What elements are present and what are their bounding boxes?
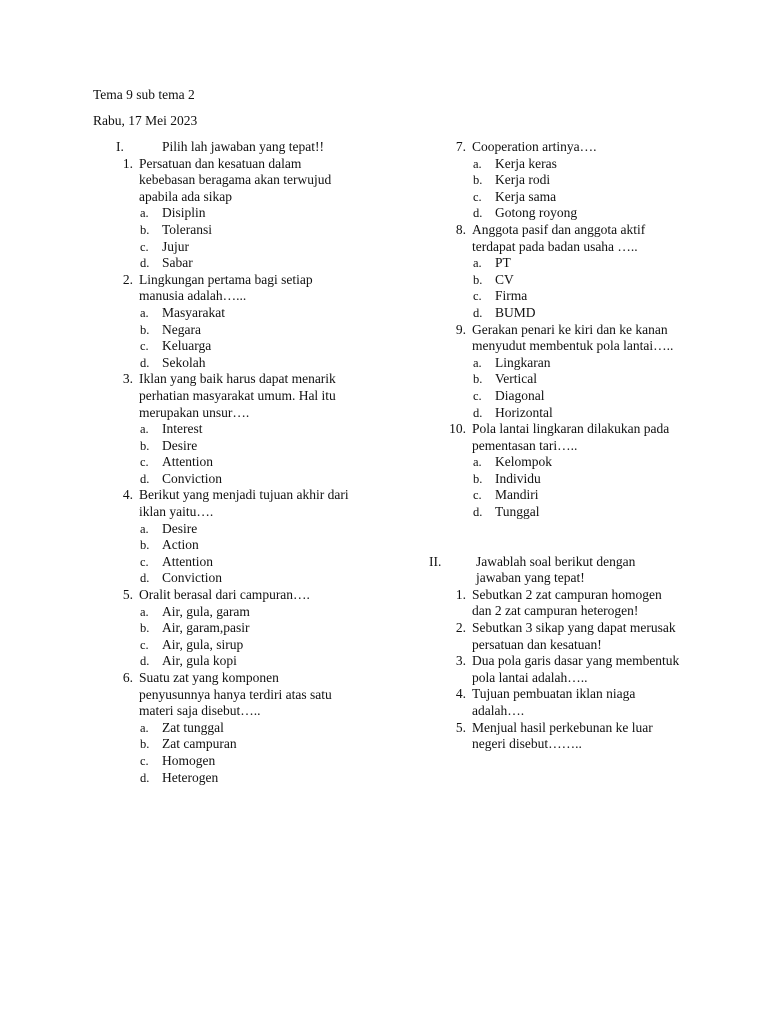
option-text: Kelompok xyxy=(495,454,552,470)
option-text: Mandiri xyxy=(495,487,539,503)
question-row xyxy=(426,322,726,339)
essay-row xyxy=(426,653,726,670)
option-text: CV xyxy=(495,271,514,287)
left-column xyxy=(93,139,393,786)
option-text: Air, gula kopi xyxy=(162,653,237,669)
worksheet-theme: Tema 9 sub tema 2 xyxy=(93,87,195,102)
essay-row xyxy=(426,703,726,720)
question-text: Iklan yang baik harus dapat menarik xyxy=(139,371,336,387)
question-row xyxy=(93,172,393,189)
option-text: PT xyxy=(495,255,511,271)
section-number: II. xyxy=(429,553,442,569)
question-text: Pola lantai lingkaran dilakukan pada xyxy=(472,421,670,437)
option-row xyxy=(93,305,393,322)
question-text: Oralit berasal dari campuran…. xyxy=(139,587,310,603)
question-text: Anggota pasif dan anggota aktif xyxy=(472,221,646,237)
option-text: Heterogen xyxy=(162,769,219,785)
option-letter: b. xyxy=(473,372,483,387)
question-number: 4. xyxy=(122,487,133,503)
essay-list xyxy=(426,587,726,753)
question-row xyxy=(93,272,393,289)
option-row xyxy=(93,554,393,571)
option-text: Toleransi xyxy=(162,221,213,237)
essay-row xyxy=(426,587,726,604)
question-row xyxy=(426,139,726,156)
option-letter: a. xyxy=(140,206,149,221)
option-text: BUMD xyxy=(495,304,536,320)
option-row xyxy=(426,504,726,521)
option-letter: c. xyxy=(140,554,149,569)
option-row xyxy=(93,421,393,438)
option-row xyxy=(426,205,726,222)
option-row xyxy=(93,454,393,471)
question-text: pementasan tari….. xyxy=(472,437,578,453)
option-letter: d. xyxy=(140,256,150,271)
option-letter: a. xyxy=(140,305,149,320)
option-letter: d. xyxy=(140,770,150,785)
option-text: Homogen xyxy=(162,752,216,768)
question-number: 7. xyxy=(455,139,466,154)
option-row xyxy=(426,371,726,388)
option-letter: b. xyxy=(140,438,150,453)
question-row xyxy=(93,189,393,206)
question-number: 10. xyxy=(449,421,466,437)
question-text: perhatian masyarakat umum. Hal itu xyxy=(139,387,336,403)
option-row xyxy=(426,487,726,504)
essay-number: 4. xyxy=(455,686,466,702)
question-row xyxy=(426,438,726,455)
option-row xyxy=(93,355,393,372)
question-number: 9. xyxy=(455,321,466,337)
option-row xyxy=(93,205,393,222)
option-letter: d. xyxy=(140,654,150,669)
option-row xyxy=(426,305,726,322)
option-letter: b. xyxy=(473,471,483,486)
question-row xyxy=(93,405,393,422)
question-text: iklan yaitu…. xyxy=(139,504,214,520)
option-row xyxy=(426,172,726,189)
option-letter: a. xyxy=(140,720,149,735)
question-text: apabila ada sikap xyxy=(139,188,232,204)
option-text: Horizontal xyxy=(495,404,553,420)
option-text: Zat campuran xyxy=(162,736,237,752)
option-row xyxy=(426,272,726,289)
option-row xyxy=(426,471,726,488)
option-letter: c. xyxy=(140,753,149,768)
essay-text: Menjual hasil perkebunan ke luar xyxy=(472,719,653,735)
section-number: I. xyxy=(116,139,124,154)
option-row xyxy=(93,471,393,488)
essay-text: pola lantai adalah….. xyxy=(472,669,588,685)
essay-text: Sebutkan 3 sikap yang dapat merusak xyxy=(472,620,676,636)
essay-number: 1. xyxy=(455,586,466,602)
option-letter: a. xyxy=(473,156,482,171)
option-text: Kerja keras xyxy=(495,155,557,171)
option-row xyxy=(93,570,393,587)
question-text: materi saja disebut….. xyxy=(139,703,261,719)
essay-text: persatuan dan kesatuan! xyxy=(472,636,602,652)
essay-number: 3. xyxy=(455,653,466,669)
option-text: Jujur xyxy=(162,238,189,254)
question-text: menyudut membentuk pola lantai….. xyxy=(472,338,674,354)
option-text: Vertical xyxy=(495,371,537,387)
question-number: 1. xyxy=(122,155,133,171)
essay-text: Dua pola garis dasar yang membentuk xyxy=(472,653,680,669)
option-row xyxy=(93,753,393,770)
option-text: Attention xyxy=(162,553,213,569)
question-number: 8. xyxy=(455,221,466,237)
question-row xyxy=(426,338,726,355)
option-text: Negara xyxy=(162,321,201,337)
option-text: Interest xyxy=(162,421,203,437)
option-letter: a. xyxy=(140,604,149,619)
option-letter: b. xyxy=(140,737,150,752)
question-text: Gerakan penari ke kiri dan ke kanan xyxy=(472,321,668,337)
question-number: 2. xyxy=(122,271,133,287)
option-letter: c. xyxy=(473,488,482,503)
option-text: Diagonal xyxy=(495,387,545,403)
option-row xyxy=(93,438,393,455)
essay-text: Tujuan pembuatan iklan niaga xyxy=(472,686,636,702)
option-letter: c. xyxy=(140,239,149,254)
option-letter: b. xyxy=(140,538,150,553)
option-text: Disiplin xyxy=(162,205,206,221)
option-letter: a. xyxy=(140,521,149,536)
option-letter: c. xyxy=(473,189,482,204)
question-text: merupakan unsur…. xyxy=(139,404,250,420)
section-title-line: Jawablah soal berikut dengan xyxy=(476,553,636,569)
option-row xyxy=(93,255,393,272)
option-row xyxy=(93,338,393,355)
option-row xyxy=(93,239,393,256)
option-text: Tunggal xyxy=(495,504,540,520)
question-number: 5. xyxy=(122,587,133,603)
option-row xyxy=(93,620,393,637)
essay-row xyxy=(426,637,726,654)
option-letter: b. xyxy=(473,173,483,188)
option-letter: d. xyxy=(473,405,483,420)
question-text: manusia adalah…... xyxy=(139,288,247,304)
question-row xyxy=(93,371,393,388)
essay-text: dan 2 zat campuran heterogen! xyxy=(472,603,639,619)
question-row xyxy=(93,388,393,405)
option-row xyxy=(426,405,726,422)
question-text: Suatu zat yang komponen xyxy=(139,670,279,685)
option-text: Kerja sama xyxy=(495,188,557,204)
option-row xyxy=(426,189,726,206)
option-text: Desire xyxy=(162,437,198,453)
option-text: Keluarga xyxy=(162,338,212,354)
option-letter: c. xyxy=(140,455,149,470)
question-row xyxy=(426,222,726,239)
question-row xyxy=(93,587,393,604)
question-text: Cooperation artinya…. xyxy=(472,139,597,154)
option-letter: a. xyxy=(473,355,482,370)
question-text: penyusunnya hanya terdiri atas satu xyxy=(139,686,332,702)
question-number: 6. xyxy=(122,670,133,685)
option-letter: b. xyxy=(140,222,150,237)
option-row xyxy=(426,255,726,272)
option-letter: a. xyxy=(473,256,482,271)
option-row xyxy=(93,222,393,239)
section-heading xyxy=(93,139,393,156)
option-letter: d. xyxy=(140,571,150,586)
question-row xyxy=(426,239,726,256)
essay-row xyxy=(426,720,726,737)
question-row xyxy=(93,670,393,687)
option-row xyxy=(93,521,393,538)
option-row xyxy=(93,770,393,787)
question-list-right xyxy=(426,139,726,521)
question-text: Persatuan dan kesatuan dalam xyxy=(139,155,302,171)
worksheet-date: Rabu, 17 Mei 2023 xyxy=(93,113,198,128)
question-text: kebebasan beragama akan terwujud xyxy=(139,172,332,188)
right-column xyxy=(426,139,726,753)
essay-text: Sebutkan 2 zat campuran homogen xyxy=(472,586,662,602)
option-letter: d. xyxy=(140,355,150,370)
question-text: Lingkungan pertama bagi setiap xyxy=(139,271,313,287)
option-text: Kerja rodi xyxy=(495,172,551,188)
option-row xyxy=(426,355,726,372)
option-letter: b. xyxy=(140,322,150,337)
option-letter: a. xyxy=(473,455,482,470)
spacer xyxy=(426,521,726,554)
section-heading-2-cont xyxy=(426,570,726,587)
option-row xyxy=(426,388,726,405)
option-text: Air, gula, garam xyxy=(162,603,250,619)
option-text: Firma xyxy=(495,288,528,304)
essay-number: 2. xyxy=(455,620,466,636)
option-text: Sabar xyxy=(162,255,193,271)
option-letter: d. xyxy=(473,505,483,520)
option-row xyxy=(93,604,393,621)
essay-text: negeri disebut…….. xyxy=(472,736,582,752)
option-letter: d. xyxy=(140,471,150,486)
essay-row xyxy=(426,736,726,753)
question-row xyxy=(93,687,393,704)
option-text: Gotong royong xyxy=(495,205,578,221)
option-text: Masyarakat xyxy=(162,304,225,320)
question-row xyxy=(93,504,393,521)
option-row xyxy=(93,720,393,737)
option-text: Air, gula, sirup xyxy=(162,636,244,652)
question-list-left xyxy=(93,156,393,787)
option-row xyxy=(426,454,726,471)
question-number: 3. xyxy=(122,371,133,387)
essay-row xyxy=(426,620,726,637)
option-text: Zat tunggal xyxy=(162,719,224,735)
essay-row xyxy=(426,686,726,703)
question-row xyxy=(93,487,393,504)
option-letter: b. xyxy=(140,621,150,636)
essay-number: 5. xyxy=(455,719,466,735)
option-text: Sekolah xyxy=(162,354,206,370)
essay-row xyxy=(426,603,726,620)
option-row xyxy=(93,653,393,670)
option-text: Air, garam,pasir xyxy=(162,620,250,636)
option-row xyxy=(426,156,726,173)
option-letter: c. xyxy=(140,637,149,652)
option-text: Action xyxy=(162,537,199,553)
option-row xyxy=(93,736,393,753)
section-title-line: jawaban yang tepat! xyxy=(476,570,585,586)
question-row xyxy=(426,421,726,438)
option-letter: d. xyxy=(473,305,483,320)
question-row xyxy=(93,288,393,305)
option-text: Conviction xyxy=(162,570,222,586)
option-text: Individu xyxy=(495,470,541,486)
option-letter: c. xyxy=(473,289,482,304)
question-row xyxy=(93,703,393,720)
option-text: Attention xyxy=(162,454,213,470)
essay-text: adalah…. xyxy=(472,703,525,718)
option-row xyxy=(93,322,393,339)
option-letter: c. xyxy=(140,339,149,354)
essay-row xyxy=(426,670,726,687)
option-text: Conviction xyxy=(162,470,222,486)
section-title: Pilih lah jawaban yang tepat!! xyxy=(162,139,324,154)
question-text: Berikut yang menjadi tujuan akhir dari xyxy=(139,487,349,503)
option-letter: d. xyxy=(473,206,483,221)
section-heading-2 xyxy=(426,554,726,571)
option-letter: c. xyxy=(473,388,482,403)
question-text: terdapat pada badan usaha ….. xyxy=(472,238,638,254)
option-row xyxy=(93,537,393,554)
option-row xyxy=(93,637,393,654)
option-letter: a. xyxy=(140,422,149,437)
option-text: Lingkaran xyxy=(495,354,551,370)
option-row xyxy=(426,288,726,305)
option-text: Desire xyxy=(162,520,198,536)
question-row xyxy=(93,156,393,173)
option-letter: b. xyxy=(473,272,483,287)
